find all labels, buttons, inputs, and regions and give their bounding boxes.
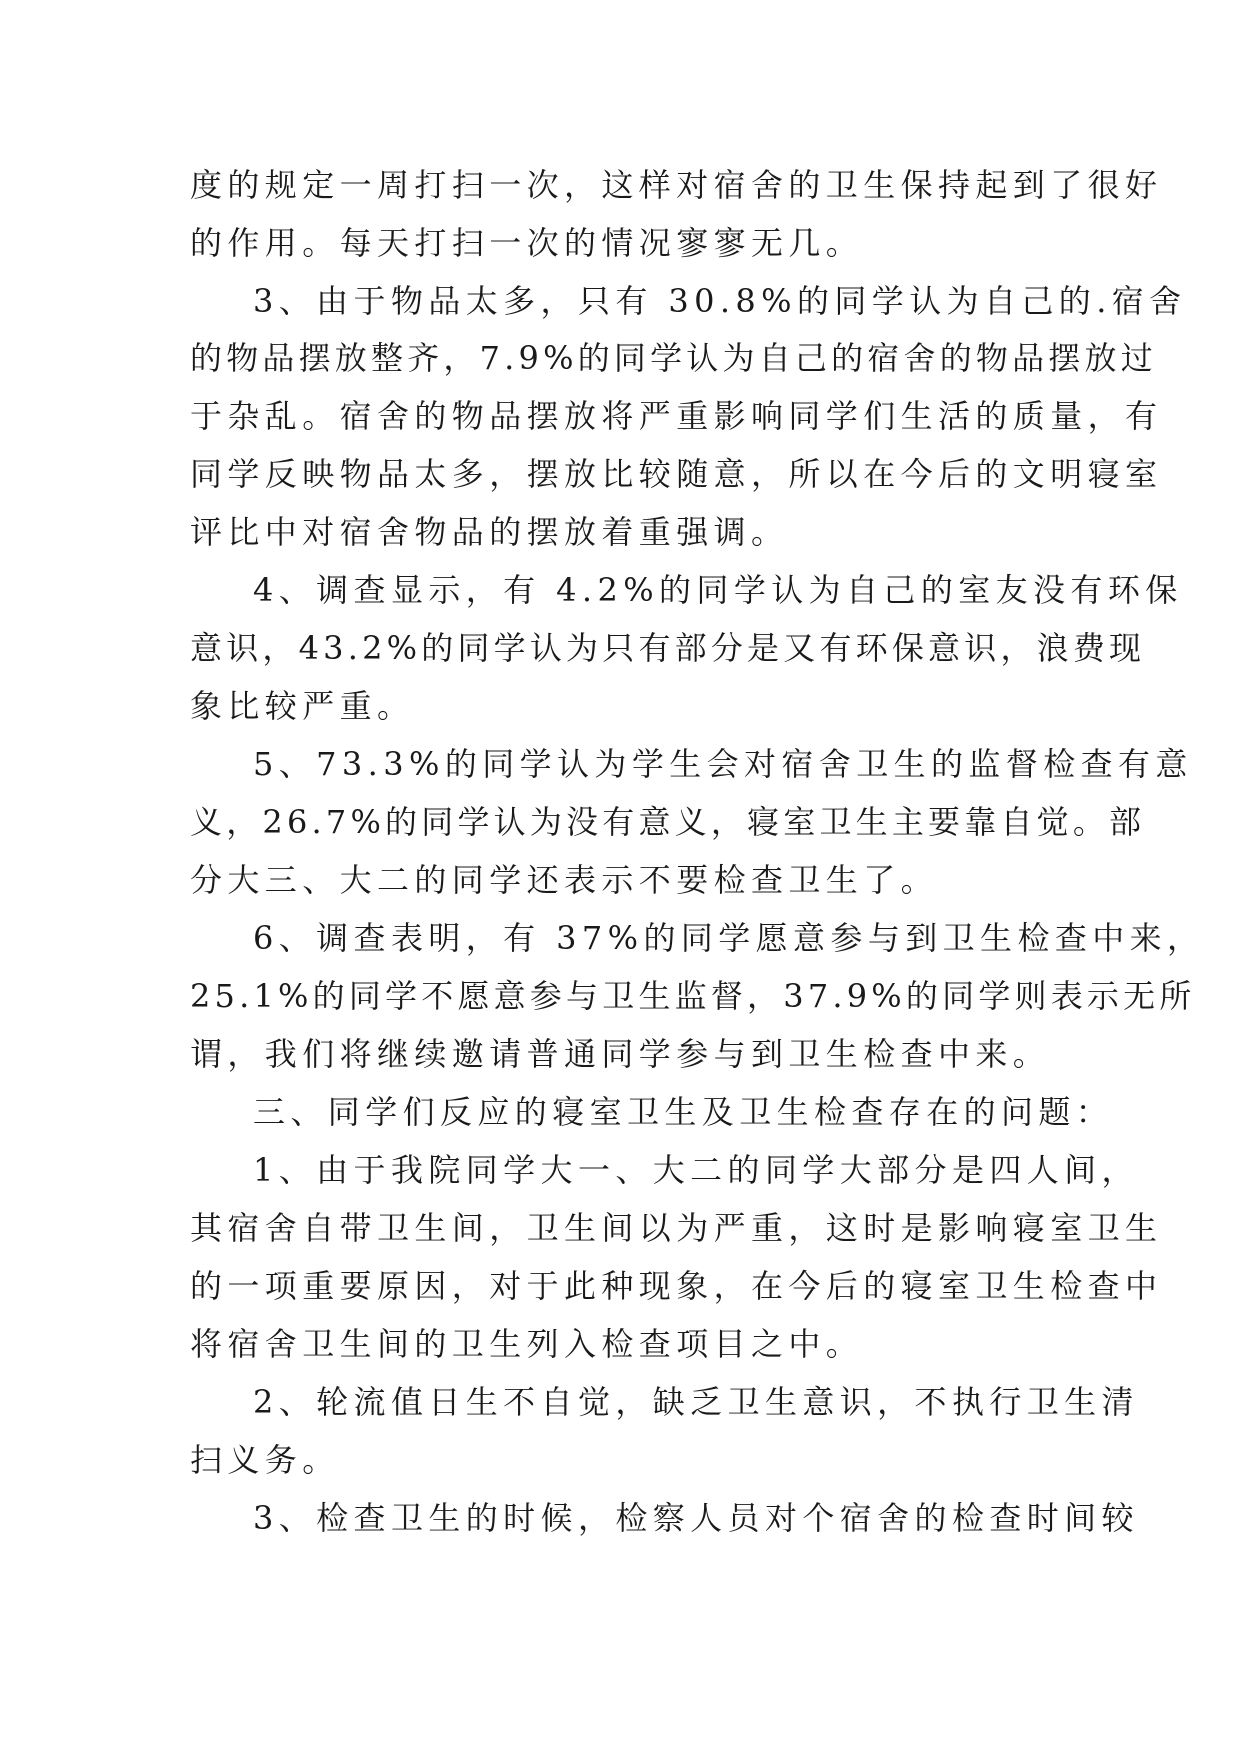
text-line: 其宿舍自带卫生间，卫生间以为严重，这时是影响寝室卫生 xyxy=(190,1209,1163,1247)
text-line: 象比较严重。 xyxy=(190,687,415,725)
text-line: 6、调查表明，有 37%的同学愿意参与到卫生检查中来， xyxy=(253,919,1205,957)
text-line: 的一项重要原因，对于此种现象，在今后的寝室卫生检查中 xyxy=(190,1267,1163,1305)
text-line: 5、73.3%的同学认为学生会对宿舍卫生的监督检查有意 xyxy=(253,745,1193,783)
text-line: 的物品摆放整齐，7.9%的同学认为自己的宿舍的物品摆放过 xyxy=(190,339,1157,377)
text-line: 评比中对宿舍物品的摆放着重强调。 xyxy=(190,513,789,551)
text-line: 度的规定一周打扫一次，这样对宿舍的卫生保持起到了很好 xyxy=(190,166,1163,204)
text-line: 2、轮流值日生不自觉，缺乏卫生意识，不执行卫生清 xyxy=(253,1383,1139,1421)
text-line: 分大三、大二的同学还表示不要检查卫生了。 xyxy=(190,861,939,899)
text-line: 同学反映物品太多，摆放比较随意，所以在今后的文明寝室 xyxy=(190,455,1163,493)
section-heading: 三、同学们反应的寝室卫生及卫生检查存在的问题： xyxy=(253,1093,1114,1131)
text-line: 4、调查显示，有 4.2%的同学认为自己的室友没有环保 xyxy=(253,571,1183,609)
text-line: 1、由于我院同学大一、大二的同学大部分是四人间， xyxy=(253,1151,1139,1189)
text-line: 意识，43.2%的同学认为只有部分是又有环保意识，浪费现 xyxy=(190,629,1146,667)
text-line: 于杂乱。宿舍的物品摆放将严重影响同学们生活的质量，有 xyxy=(190,397,1163,435)
text-line: 的作用。每天打扫一次的情况寥寥无几。 xyxy=(190,224,864,262)
text-line: 将宿舍卫生间的卫生列入检查项目之中。 xyxy=(190,1325,864,1363)
text-line: 义，26.7%的同学认为没有意义，寝室卫生主要靠自觉。部 xyxy=(190,803,1146,841)
text-line: 扫义务。 xyxy=(190,1441,340,1479)
text-line: 3、由于物品太多，只有 30.8%的同学认为自己的.宿舍 xyxy=(253,282,1187,320)
text-line: 3、检查卫生的时候，检察人员对个宿舍的检查时间较 xyxy=(253,1499,1139,1537)
text-line: 谓，我们将继续邀请普通同学参与到卫生检查中来。 xyxy=(190,1035,1051,1073)
text-line: 25.1%的同学不愿意参与卫生监督，37.9%的同学则表示无所 xyxy=(190,977,1196,1015)
